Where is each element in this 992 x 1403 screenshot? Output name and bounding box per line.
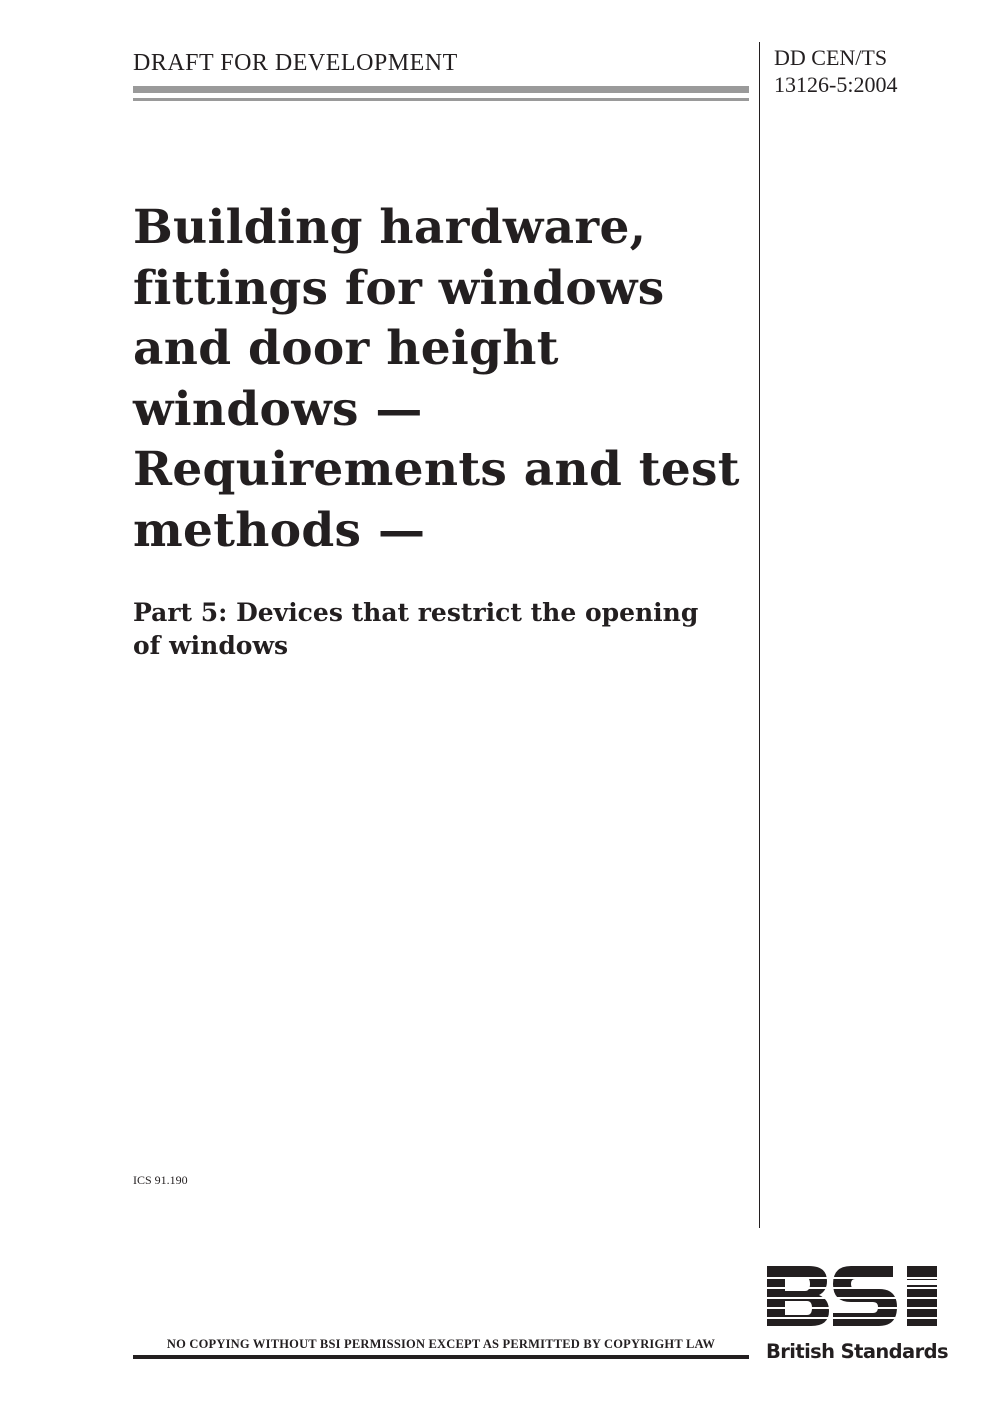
subtitle-line: Part 5: Devices that restrict the opening xyxy=(133,598,699,627)
footer-rule xyxy=(133,1355,749,1359)
subtitle-line: of windows xyxy=(133,631,289,660)
designation-line-2: 13126-5:2004 xyxy=(774,72,898,97)
copyright-notice: NO COPYING WITHOUT BSI PERMISSION EXCEPT AS PERMITTED BY COPYRIGHT LAW xyxy=(166,1337,716,1351)
title-line: methods — xyxy=(133,502,426,558)
document-subtitle xyxy=(133,596,755,662)
bsi-tagline: British Standards xyxy=(766,1340,948,1363)
document-title xyxy=(133,198,755,561)
header-rule-thin xyxy=(133,98,749,101)
title-line: and door height xyxy=(133,321,559,376)
title-line: windows — xyxy=(133,381,423,437)
document-category: DRAFT FOR DEVELOPMENT xyxy=(133,50,458,76)
ics-code: ICS 91.190 xyxy=(133,1173,188,1187)
bsi-logo xyxy=(765,1262,945,1330)
vertical-divider xyxy=(759,42,760,1228)
title-line: fittings for windows xyxy=(133,260,665,316)
header-rule-thick xyxy=(133,86,749,93)
designation-line-1: DD CEN/TS xyxy=(774,45,888,70)
title-line: Building hardware, xyxy=(133,200,647,255)
document-designation xyxy=(774,44,974,98)
title-line: Requirements and test xyxy=(133,442,740,497)
